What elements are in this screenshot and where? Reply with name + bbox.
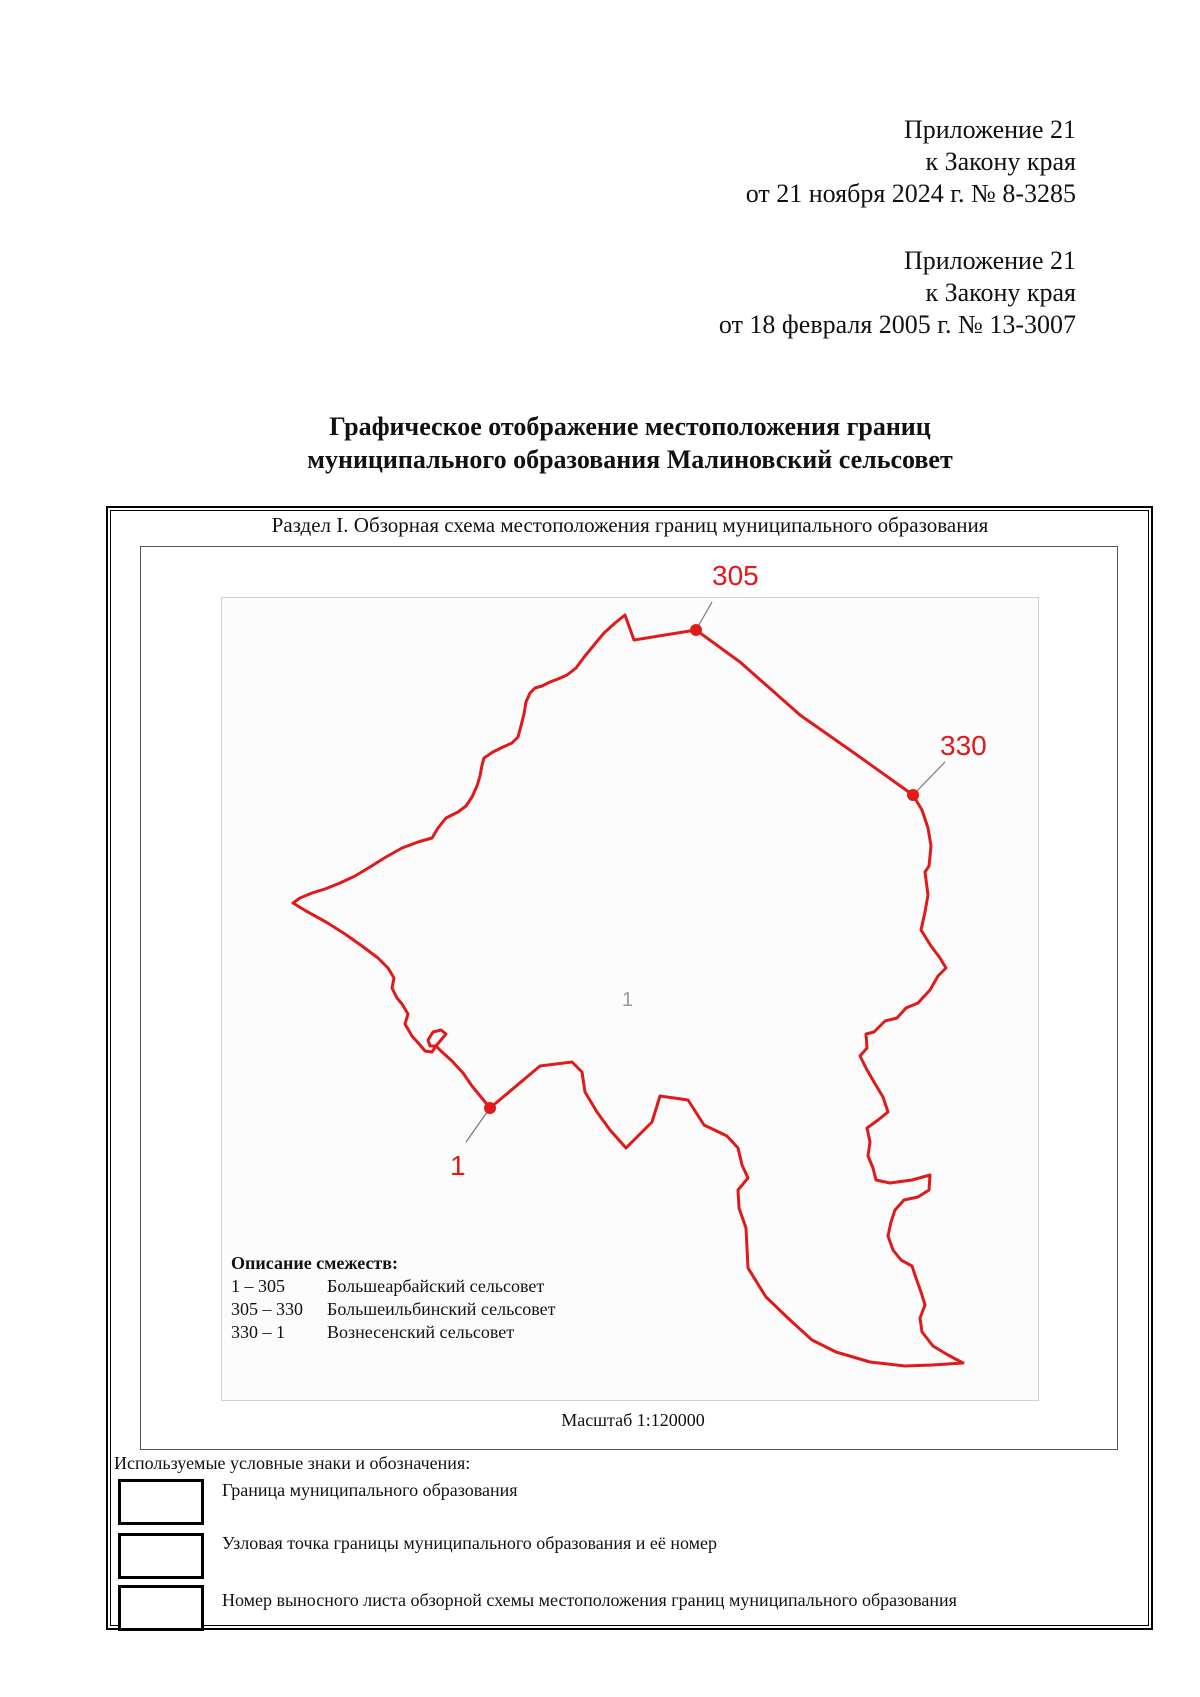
title-line-1: Графическое отображение местоположения границ xyxy=(329,412,931,441)
adjacency-name: Большеарбайский сельсовет xyxy=(327,1276,545,1296)
appendix-line: от 18 февраля 2005 г. № 13-3007 xyxy=(718,310,1076,339)
map-scale: Масштаб 1:120000 xyxy=(561,1410,705,1430)
legend-box-sheet-number xyxy=(118,1585,204,1631)
legend-box-boundary xyxy=(118,1479,204,1525)
leader-line-330 xyxy=(913,762,945,795)
section-title: Раздел I. Обзорная схема местоположения границ муниципального образования xyxy=(271,513,989,537)
adjacency-heading: Описание смежеств: xyxy=(231,1253,398,1273)
node-point-305 xyxy=(690,624,702,636)
node-point-330 xyxy=(907,789,919,801)
legend-heading: Используемые условные знаки и обозначения: xyxy=(114,1453,471,1473)
adjacency-row xyxy=(231,1298,556,1321)
node-label-1: 1 xyxy=(450,1150,466,1181)
adjacency-name: Большеильбинский сельсовет xyxy=(327,1299,556,1319)
adjacency-row xyxy=(231,1275,556,1298)
adjacency-range: 330 – 1 xyxy=(231,1322,285,1342)
adjacency-name: Вознесенский сельсовет xyxy=(327,1322,515,1342)
node-label-305: 305 xyxy=(712,560,759,591)
appendix-line: от 21 ноября 2024 г. № 8-3285 xyxy=(745,179,1076,208)
appendix-line: Приложение 21 xyxy=(903,246,1076,275)
node-point-1 xyxy=(484,1102,496,1114)
appendix-line: к Закону края xyxy=(925,278,1076,307)
appendix-line: Приложение 21 xyxy=(903,115,1076,144)
adjacency-description xyxy=(231,1252,556,1344)
legend-text-sheet-number: Номер выносного листа обзорной схемы местоположения границ муниципального образования xyxy=(222,1590,957,1610)
adjacency-range: 305 – 330 xyxy=(231,1299,303,1319)
appendix-line: к Закону края xyxy=(925,147,1076,176)
adjacency-range: 1 – 305 xyxy=(231,1276,285,1296)
sheet-number-label: 1 xyxy=(622,989,634,1011)
legend-box-node-point xyxy=(118,1533,204,1579)
legend-text-node-point: Узловая точка границы муниципального образования и её номер xyxy=(222,1533,718,1553)
legend-text-boundary: Граница муниципального образования xyxy=(222,1480,518,1500)
leader-line-1 xyxy=(466,1108,490,1142)
node-label-330: 330 xyxy=(940,730,987,761)
adjacency-row xyxy=(231,1321,556,1344)
title-line-2: муниципального образования Малиновский сельсовет xyxy=(307,445,953,474)
